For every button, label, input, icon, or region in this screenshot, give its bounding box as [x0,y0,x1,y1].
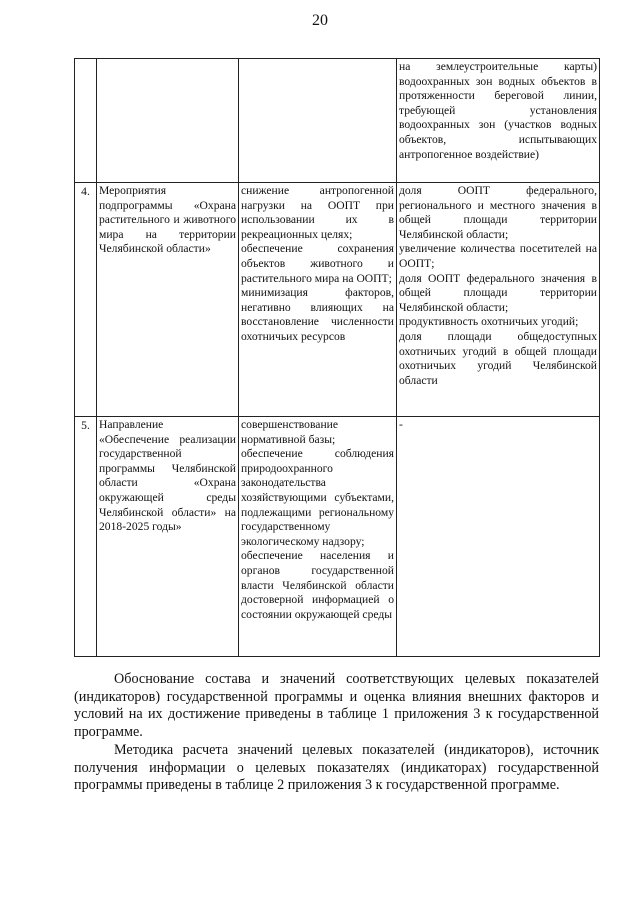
result-text: обеспечение населения и органов государственной власти Челябинской области достоверной информацией о состоянии окружающей среды [241,549,394,621]
result-text: минимизация факторов, негативно влияющих на восстановление численности охотничьих ресурсов [241,286,394,343]
paragraph-justification: Обоснование состава и значений соответствующих целевых показателей (индикаторов) государственной программы и оценка влияния внешних факторов и условий на их достижение приведены в таблице 1 приложения 3 к государственной программе. [74,671,599,740]
subprogram-name-cell [97,183,239,417]
indicator-text: доля ООПТ федерального значения в общей площади территории Челябинской области; [399,271,597,314]
subprogram-name-cell [97,59,239,183]
target-indicators-cell [397,59,600,183]
paragraph-methodology: Методика расчета значений целевых показателей (индикаторов), источник получения информации о целевых показателях (индикаторах) государственной программы приведены в таблице 2 приложения 3 к государственной программе. [74,742,599,794]
indicator-text: увеличение количества посетителей на ООПТ; [399,242,597,270]
indicator-text: на землеустроительные карты) водоохранных зон водных объектов в протяженности береговой линии, требующей установления водоохранных зон (участков водных объектов, испытывающих антропогенное воздействие) [399,60,597,161]
result-text: снижение антропогенной нагрузки на ООПТ при использовании их в рекреационных целях; [241,184,394,241]
indicator-text: продуктивность охотничьих угодий; [399,315,579,329]
expected-results-cell [239,417,397,657]
result-text: обеспечение сохранения объектов животного и растительного мира на ООПТ; [241,242,394,285]
table-row [75,183,600,417]
expected-results-cell [239,183,397,417]
result-text: обеспечение соблюдения природоохранного законодательства хозяйствующими субъектами, подлежащими региональному государственному экологическому надзору; [241,447,394,548]
subprogram-name-text: Мероприятия подпрограммы «Охрана растительного и животного мира на территории Челябинской области» [99,184,236,256]
result-text: совершенствование нормативной базы; [241,418,338,446]
row-number-cell: 4. [75,183,97,417]
subprogram-name-cell [97,417,239,657]
target-indicators-cell [397,417,600,657]
row-number-cell: 5. [75,417,97,657]
row-number-cell [75,59,97,183]
indicator-text: - [399,418,403,431]
indicator-text: доля площади общедоступных охотничьих угодий в общей площади охотничьих угодий Челябинской области [399,329,597,387]
target-indicators-cell [397,183,600,417]
table-row [75,417,600,657]
subprogram-name-text: Направление «Обеспечение реализации государственной программы Челябинской области «Охрана окружающей среды Челябинской области» на 2018-2025 годы» [99,418,236,534]
table-row [75,59,600,183]
indicator-text: доля ООПТ федерального, регионального и местного значения в общей площади территории Челябинской области; [399,184,597,241]
indicators-table [74,58,600,657]
expected-results-cell [239,59,397,183]
page-number: 20 [312,12,328,29]
